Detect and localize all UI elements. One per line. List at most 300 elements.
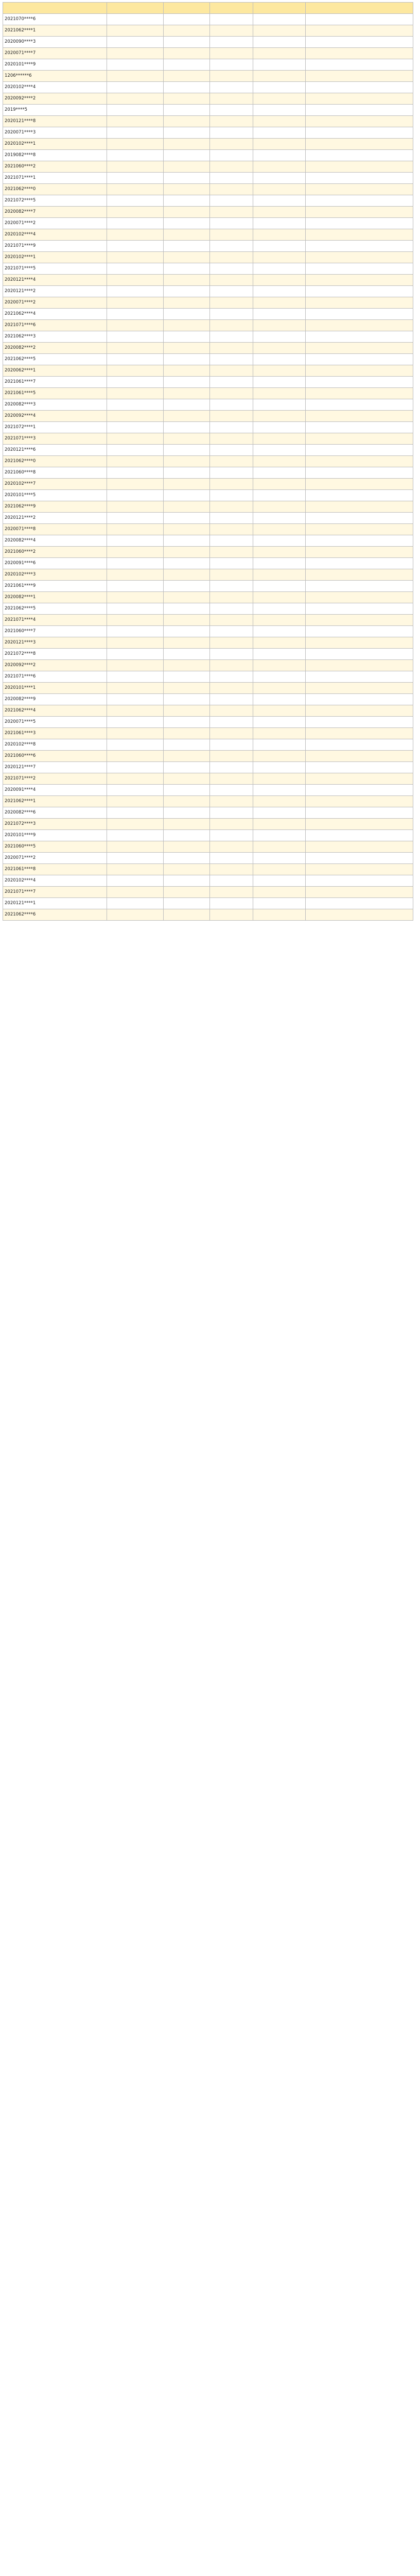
table-cell (107, 48, 164, 59)
column-header (306, 3, 413, 14)
table-row (3, 592, 413, 603)
table-cell (210, 241, 253, 252)
table-row (3, 649, 413, 660)
table-cell (306, 796, 413, 807)
table-cell (164, 207, 210, 218)
table-cell (107, 501, 164, 513)
table-cell: 2020071****2 (3, 297, 107, 309)
table-cell (306, 875, 413, 887)
table-cell: 2020121****7 (3, 762, 107, 773)
table-row (3, 513, 413, 524)
table-cell: 2020090****3 (3, 37, 107, 48)
table-cell (253, 195, 306, 207)
table-cell: 2020101****9 (3, 59, 107, 71)
table-cell (210, 388, 253, 399)
table-cell (306, 445, 413, 456)
table-row (3, 207, 413, 218)
table-cell: 2019082****8 (3, 150, 107, 161)
table-cell (107, 898, 164, 909)
table-cell (164, 116, 210, 127)
table-cell (210, 445, 253, 456)
table-body (3, 14, 413, 921)
table-cell (306, 365, 413, 377)
table-cell (210, 649, 253, 660)
table-cell: 2020102****4 (3, 82, 107, 93)
table-row (3, 603, 413, 615)
table-cell (210, 898, 253, 909)
table-cell (253, 388, 306, 399)
table-cell (164, 150, 210, 161)
table-cell (164, 853, 210, 864)
table-cell (210, 411, 253, 422)
table-cell (107, 467, 164, 479)
table-cell: 2020082****1 (3, 592, 107, 603)
table-cell (306, 728, 413, 739)
table-cell (210, 887, 253, 898)
table-cell (210, 184, 253, 195)
table-cell (253, 626, 306, 637)
table-cell (107, 37, 164, 48)
table-cell (164, 705, 210, 717)
table-cell (253, 581, 306, 592)
table-cell: 2020091****4 (3, 785, 107, 796)
table-cell (253, 830, 306, 841)
table-cell (164, 796, 210, 807)
table-cell (164, 309, 210, 320)
table-cell (253, 513, 306, 524)
table-cell (306, 807, 413, 819)
table-row (3, 127, 413, 139)
table-row (3, 275, 413, 286)
table-cell (164, 105, 210, 116)
table-cell (107, 796, 164, 807)
table-row (3, 796, 413, 807)
table-row (3, 864, 413, 875)
table-cell (164, 218, 210, 229)
table-cell (253, 649, 306, 660)
table-cell (164, 263, 210, 275)
table-row (3, 683, 413, 694)
table-cell (306, 524, 413, 535)
table-cell: 2021061****5 (3, 388, 107, 399)
column-header (164, 3, 210, 14)
table-cell (210, 717, 253, 728)
table-cell (107, 207, 164, 218)
table-cell (306, 513, 413, 524)
table-cell (253, 841, 306, 853)
table-cell (253, 377, 306, 388)
table-row (3, 660, 413, 671)
table-cell (210, 467, 253, 479)
table-cell (210, 456, 253, 467)
table-cell (253, 82, 306, 93)
table-cell (164, 365, 210, 377)
table-cell: 2020102****1 (3, 252, 107, 263)
table-cell (164, 898, 210, 909)
table-cell (107, 127, 164, 139)
table-cell (306, 354, 413, 365)
table-cell (107, 671, 164, 683)
table-cell (164, 569, 210, 581)
table-cell (107, 116, 164, 127)
table-cell: 2021060****7 (3, 626, 107, 637)
table-cell (210, 127, 253, 139)
table-cell (253, 37, 306, 48)
table-cell (306, 785, 413, 796)
table-cell (164, 739, 210, 751)
table-cell: 2021062****1 (3, 796, 107, 807)
table-cell (164, 195, 210, 207)
table-cell (253, 683, 306, 694)
table-cell: 2021060****5 (3, 841, 107, 853)
table-cell (164, 127, 210, 139)
table-cell (306, 399, 413, 411)
table-cell (306, 637, 413, 649)
table-row (3, 320, 413, 331)
table-cell (253, 320, 306, 331)
table-cell (107, 751, 164, 762)
table-cell (306, 173, 413, 184)
table-cell: 2020121****1 (3, 898, 107, 909)
table-row (3, 433, 413, 445)
table-row (3, 773, 413, 785)
table-cell: 2021072****5 (3, 195, 107, 207)
table-cell (210, 615, 253, 626)
table-cell: 2020121****3 (3, 637, 107, 649)
table-cell (210, 807, 253, 819)
table-cell (107, 377, 164, 388)
table-cell (107, 841, 164, 853)
table-cell (210, 592, 253, 603)
table-cell (306, 309, 413, 320)
table-cell (306, 82, 413, 93)
table-row (3, 637, 413, 649)
column-header (107, 3, 164, 14)
table-cell (107, 694, 164, 705)
table-cell (253, 229, 306, 241)
table-cell (107, 581, 164, 592)
table-cell (164, 275, 210, 286)
table-row (3, 14, 413, 25)
table-row (3, 388, 413, 399)
table-cell (164, 807, 210, 819)
table-cell: 2020082****6 (3, 807, 107, 819)
table-cell (107, 241, 164, 252)
table-cell (253, 263, 306, 275)
table-cell (164, 59, 210, 71)
table-cell (253, 297, 306, 309)
table-row (3, 705, 413, 717)
table-cell (107, 875, 164, 887)
table-row (3, 59, 413, 71)
table-row (3, 887, 413, 898)
table-cell (164, 229, 210, 241)
table-cell (164, 48, 210, 59)
table-row (3, 615, 413, 626)
table-row (3, 37, 413, 48)
table-cell (306, 331, 413, 343)
table-cell: 2020071****2 (3, 218, 107, 229)
table-cell (306, 535, 413, 547)
table-cell (210, 433, 253, 445)
table-cell (306, 864, 413, 875)
table-cell (253, 717, 306, 728)
table-cell (306, 59, 413, 71)
table-cell (306, 105, 413, 116)
table-cell (164, 25, 210, 37)
table-cell (107, 411, 164, 422)
table-cell (210, 116, 253, 127)
table-cell (306, 286, 413, 297)
table-row (3, 445, 413, 456)
table-cell (107, 71, 164, 82)
table-cell: 2020121****2 (3, 286, 107, 297)
table-cell (253, 25, 306, 37)
table-cell (107, 524, 164, 535)
table-cell (164, 864, 210, 875)
table-row (3, 569, 413, 581)
table-cell (107, 830, 164, 841)
table-cell (107, 184, 164, 195)
table-cell (107, 365, 164, 377)
table-cell (107, 82, 164, 93)
table-cell: 2020102****7 (3, 479, 107, 490)
table-row (3, 581, 413, 592)
table-row (3, 184, 413, 195)
table-cell (306, 694, 413, 705)
table-cell (253, 48, 306, 59)
table-cell: 2020092****2 (3, 660, 107, 671)
table-cell (306, 241, 413, 252)
table-cell (210, 773, 253, 785)
table-cell (164, 773, 210, 785)
table-cell (210, 581, 253, 592)
table-cell (306, 626, 413, 637)
table-cell (210, 751, 253, 762)
table-cell (107, 490, 164, 501)
table-cell (164, 841, 210, 853)
table-row (3, 241, 413, 252)
table-cell: 2020071****2 (3, 853, 107, 864)
table-cell: 2021070****6 (3, 14, 107, 25)
table-cell (306, 467, 413, 479)
table-cell (306, 377, 413, 388)
table-cell (306, 48, 413, 59)
table-cell (210, 365, 253, 377)
table-row (3, 626, 413, 637)
table-cell: 2020082****9 (3, 694, 107, 705)
table-cell (253, 105, 306, 116)
table-cell: 2020121****2 (3, 513, 107, 524)
table-cell (210, 161, 253, 173)
table-cell (107, 320, 164, 331)
table-cell: 2020082****7 (3, 207, 107, 218)
table-cell (164, 535, 210, 547)
table-cell (107, 93, 164, 105)
table-cell (164, 581, 210, 592)
table-cell (306, 887, 413, 898)
table-cell (107, 479, 164, 490)
table-cell (164, 37, 210, 48)
table-cell (107, 297, 164, 309)
table-cell (253, 694, 306, 705)
table-row (3, 297, 413, 309)
table-cell (107, 433, 164, 445)
table-cell (210, 195, 253, 207)
table-cell (164, 161, 210, 173)
table-row (3, 309, 413, 320)
table-cell: 2021071****3 (3, 433, 107, 445)
table-cell (210, 48, 253, 59)
table-cell: 2021062****3 (3, 331, 107, 343)
table-cell: 2020121****4 (3, 275, 107, 286)
table-row (3, 399, 413, 411)
table-cell (107, 773, 164, 785)
table-row (3, 71, 413, 82)
table-row (3, 547, 413, 558)
table-cell (253, 887, 306, 898)
table-cell (210, 263, 253, 275)
table-cell (306, 739, 413, 751)
table-cell (107, 739, 164, 751)
table-cell: 2021060****8 (3, 467, 107, 479)
table-cell (253, 819, 306, 830)
table-row (3, 48, 413, 59)
table-cell: 2021062****4 (3, 309, 107, 320)
table-cell (253, 524, 306, 535)
table-cell (306, 184, 413, 195)
table-cell (253, 603, 306, 615)
table-cell (210, 875, 253, 887)
table-cell (253, 14, 306, 25)
table-cell (253, 853, 306, 864)
table-cell (107, 535, 164, 547)
table-cell: 2021071****2 (3, 773, 107, 785)
table-cell: 2021071****4 (3, 615, 107, 626)
table-cell (253, 785, 306, 796)
table-cell: 2020082****2 (3, 343, 107, 354)
table-cell (164, 751, 210, 762)
table-cell: 2021062****6 (3, 909, 107, 921)
table-cell (164, 547, 210, 558)
table-cell (164, 343, 210, 354)
table-cell (253, 59, 306, 71)
table-row (3, 411, 413, 422)
table-cell (253, 479, 306, 490)
table-cell (210, 558, 253, 569)
table-row (3, 456, 413, 467)
table-cell (306, 558, 413, 569)
table-cell (253, 207, 306, 218)
table-cell (107, 887, 164, 898)
table-cell (107, 649, 164, 660)
table-cell (164, 82, 210, 93)
table-cell (253, 241, 306, 252)
table-cell (306, 150, 413, 161)
table-cell: 2020091****6 (3, 558, 107, 569)
table-row (3, 377, 413, 388)
table-row (3, 252, 413, 263)
table-cell: 2020071****7 (3, 48, 107, 59)
table-cell (164, 411, 210, 422)
table-cell: 2020102****4 (3, 229, 107, 241)
table-cell (164, 524, 210, 535)
table-row (3, 694, 413, 705)
table-cell (210, 683, 253, 694)
table-cell (306, 343, 413, 354)
table-row (3, 479, 413, 490)
table-cell: 2021072****8 (3, 649, 107, 660)
table-cell (253, 184, 306, 195)
table-cell (253, 569, 306, 581)
table-cell (253, 127, 306, 139)
table-row (3, 173, 413, 184)
table-row (3, 263, 413, 275)
table-cell (210, 660, 253, 671)
table-cell (306, 649, 413, 660)
table-cell (164, 445, 210, 456)
table-cell (253, 751, 306, 762)
table-cell (210, 105, 253, 116)
table-cell (107, 105, 164, 116)
table-cell: 2021061****3 (3, 728, 107, 739)
table-row (3, 161, 413, 173)
table-cell (107, 558, 164, 569)
table-cell (210, 37, 253, 48)
table-cell (253, 796, 306, 807)
table-cell (210, 422, 253, 433)
table-cell: 2020102****4 (3, 875, 107, 887)
table-row (3, 853, 413, 864)
table-cell: 2020082****4 (3, 535, 107, 547)
table-cell (253, 116, 306, 127)
table-row (3, 195, 413, 207)
table-cell (306, 581, 413, 592)
table-cell (164, 603, 210, 615)
table-cell: 2021071****6 (3, 320, 107, 331)
table-cell (253, 399, 306, 411)
table-row (3, 365, 413, 377)
table-cell (306, 762, 413, 773)
table-cell (210, 343, 253, 354)
table-cell (210, 785, 253, 796)
table-cell (253, 615, 306, 626)
table-cell (210, 909, 253, 921)
table-cell (164, 93, 210, 105)
table-cell (253, 728, 306, 739)
table-cell (164, 615, 210, 626)
table-cell (107, 229, 164, 241)
table-cell (253, 218, 306, 229)
table-cell (253, 433, 306, 445)
table-cell (107, 354, 164, 365)
table-cell (107, 705, 164, 717)
table-cell (164, 762, 210, 773)
table-cell: 2021060****2 (3, 547, 107, 558)
table-row (3, 671, 413, 683)
table-cell (253, 739, 306, 751)
table-cell (107, 173, 164, 184)
table-cell (107, 603, 164, 615)
table-cell (253, 705, 306, 717)
table-cell (253, 411, 306, 422)
table-cell (164, 71, 210, 82)
table-cell (210, 139, 253, 150)
table-cell (253, 637, 306, 649)
table-row (3, 343, 413, 354)
table-cell: 2021062****5 (3, 354, 107, 365)
table-cell (306, 819, 413, 830)
